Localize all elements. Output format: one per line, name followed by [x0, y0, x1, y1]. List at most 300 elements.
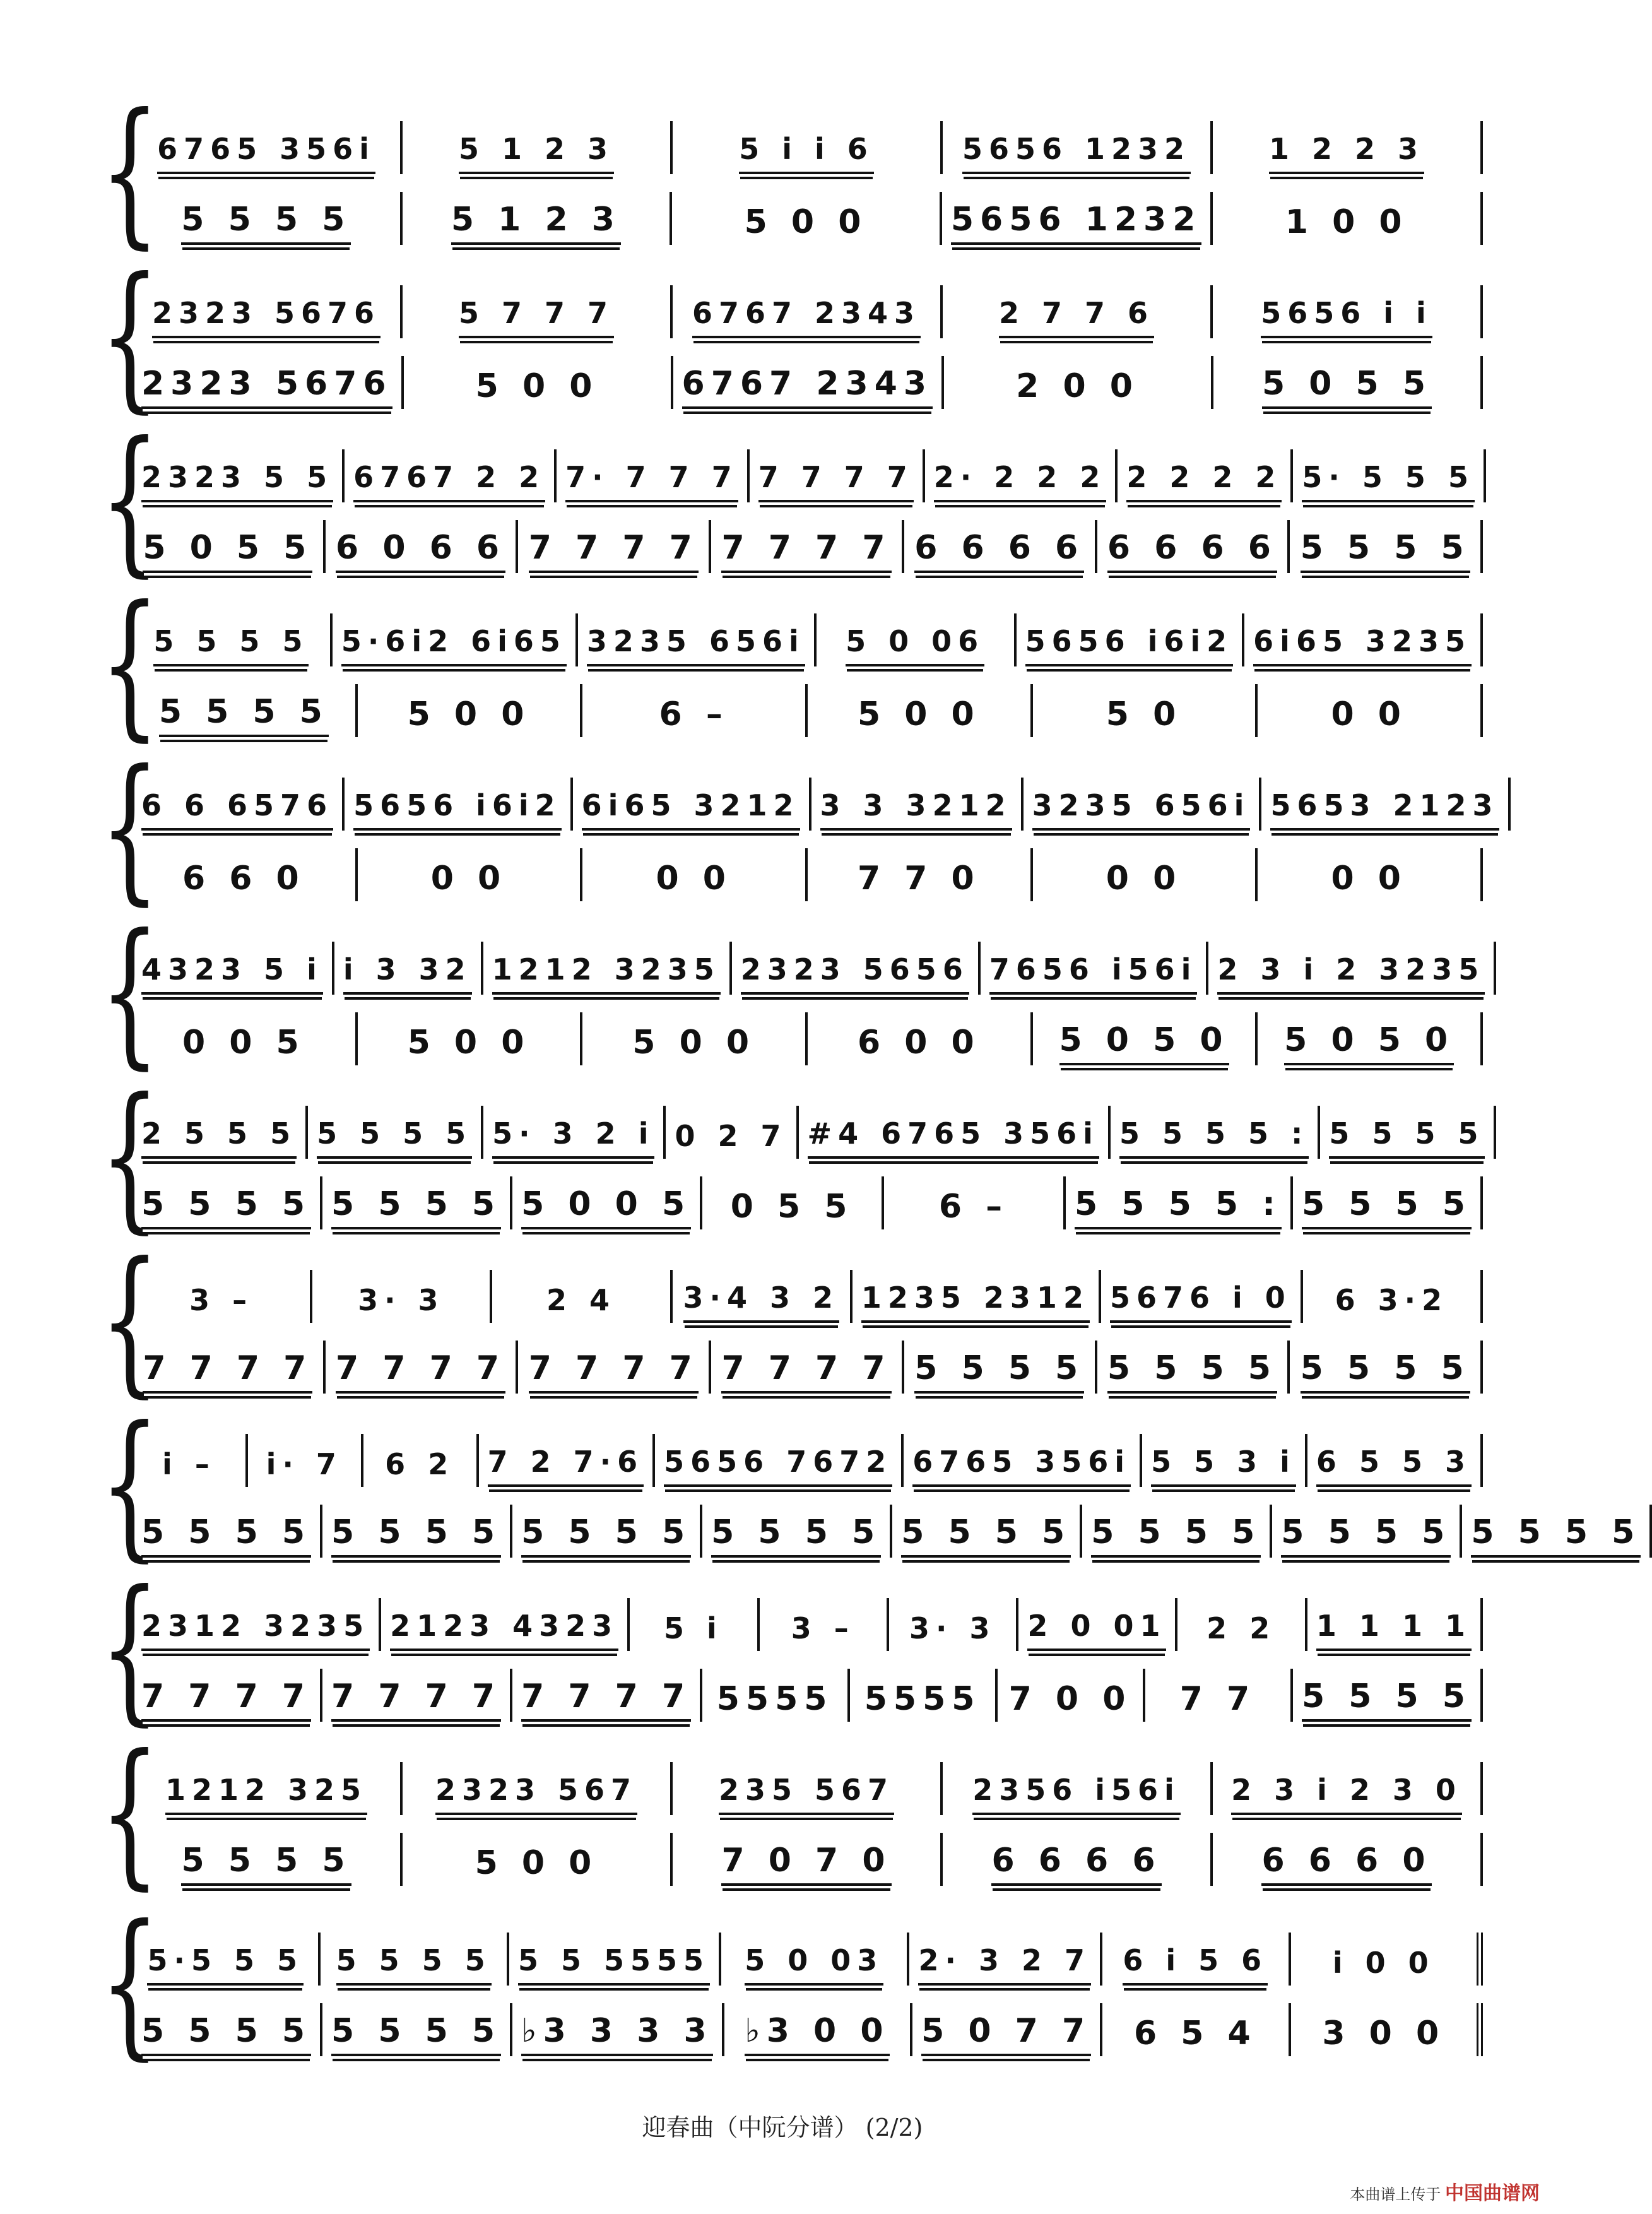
measure — [750, 449, 925, 502]
measure — [312, 1270, 492, 1323]
measure — [322, 1669, 512, 1722]
notation: 5 0 03 — [745, 1941, 883, 1986]
measure — [582, 848, 808, 901]
measure — [943, 285, 1213, 338]
measure — [943, 1833, 1213, 1886]
lower-staff — [133, 1497, 1641, 1558]
notation: 7 7 7 7 — [721, 1349, 891, 1394]
upper-staff — [133, 934, 1483, 995]
measure — [133, 1833, 403, 1886]
system-brace: { — [100, 1891, 160, 2075]
measure — [1303, 1270, 1483, 1323]
lower-staff — [133, 1169, 1483, 1229]
lower-staff — [133, 512, 1483, 573]
measure — [1291, 2003, 1483, 2056]
notation: 2356 i56i — [972, 1771, 1181, 1815]
notation: 5 5 5 5 — [1302, 1185, 1472, 1229]
measure — [1307, 1434, 1483, 1487]
notation: 7 7 7 7 — [529, 1349, 699, 1394]
measure — [518, 1341, 711, 1394]
lower-staff — [133, 1005, 1483, 1065]
brand-logo: 中国曲谱网 — [1445, 2183, 1540, 2204]
measure — [133, 1933, 321, 1986]
upper-staff — [133, 1262, 1483, 1323]
notation: 5656 i6i2 — [1025, 622, 1234, 666]
measure — [943, 1762, 1213, 1815]
notation: 2 7 7 6 — [999, 294, 1154, 338]
measure — [981, 942, 1209, 995]
measure — [321, 1933, 509, 1986]
notation: 6767 2343 — [692, 294, 921, 338]
score-system — [100, 1064, 1485, 1248]
system-brace: { — [100, 1064, 160, 1248]
lower-staff — [133, 1996, 1483, 2056]
score-system — [100, 1556, 1483, 1740]
measure — [133, 1434, 248, 1487]
measure — [403, 121, 673, 174]
notation: 5 7 7 7 — [459, 294, 614, 338]
notation: 2 0 01 — [1027, 1607, 1166, 1651]
measure — [904, 1434, 1142, 1487]
measure — [1177, 1598, 1307, 1651]
notation: 6 6 6 6 — [991, 1842, 1161, 1886]
notation: 5 0 7 7 — [921, 2012, 1091, 2056]
notation: 5 0 0 — [407, 1024, 531, 1062]
notation: 5555 — [716, 1680, 834, 1718]
measure — [925, 449, 1118, 502]
upper-staff — [133, 1590, 1483, 1651]
lower-staff — [133, 677, 1483, 737]
measure — [1213, 121, 1483, 174]
measure — [133, 684, 358, 737]
notation: 2· 2 2 2 — [934, 458, 1107, 502]
notation: 6 5 5 3 — [1316, 1443, 1472, 1487]
measure — [811, 778, 1024, 831]
measure — [702, 1505, 892, 1558]
notation: 5555 — [864, 1680, 981, 1718]
measure — [512, 1505, 702, 1558]
measure — [404, 356, 673, 409]
notation: 7 2 7·6 — [488, 1443, 644, 1487]
notation: 3 – — [791, 1611, 855, 1645]
notation: 5 5 5 5 — [1281, 1513, 1451, 1558]
notation: 0 0 5 — [182, 1024, 305, 1062]
system-brace: { — [100, 736, 160, 920]
notation: 7 7 7 7 — [521, 1678, 691, 1722]
measure — [1017, 613, 1245, 666]
notation: 3 – — [189, 1283, 254, 1317]
measure — [133, 2003, 322, 2056]
measure — [573, 778, 811, 831]
notation: 6 – — [938, 1188, 1009, 1226]
upload-note: 本曲谱上传于 — [1350, 2186, 1441, 2203]
notation: 7656 i56i — [989, 950, 1198, 995]
notation: 6765 356i — [157, 130, 375, 174]
measure — [133, 613, 333, 666]
measure — [133, 449, 345, 502]
lower-staff — [133, 1661, 1483, 1722]
measure — [1213, 1833, 1483, 1886]
notation: 5656 1232 — [951, 201, 1202, 245]
measure — [133, 520, 326, 573]
measure — [673, 356, 945, 409]
notation: 5 5 5 5 — [1329, 1115, 1484, 1159]
upper-staff — [133, 606, 1483, 666]
notation: 1 2 2 3 — [1269, 130, 1424, 174]
measure — [942, 192, 1213, 245]
upper-staff — [133, 442, 1483, 502]
notation: 5656 1232 — [962, 130, 1191, 174]
measure — [326, 520, 519, 573]
notation: i – — [162, 1447, 216, 1481]
notation: 2 2 2 2 — [1126, 458, 1282, 502]
measure — [483, 1106, 666, 1159]
measure — [1307, 1598, 1483, 1651]
measure — [721, 1933, 909, 1986]
notation: 7 0 0 — [1008, 1680, 1132, 1718]
measure — [853, 1270, 1101, 1323]
system-brace: { — [100, 1392, 160, 1576]
notation: 5653 2123 — [1270, 786, 1499, 831]
notation: 5 5 5 5 — [141, 2012, 311, 2056]
notation: 0 0 — [1331, 860, 1407, 897]
notation: 5 0 0 5 — [521, 1185, 691, 1229]
measure — [133, 285, 403, 338]
watermark — [1350, 2177, 1540, 2205]
measure — [808, 684, 1033, 737]
measure — [943, 121, 1213, 174]
upper-staff — [133, 278, 1483, 338]
measure — [912, 2003, 1102, 2056]
measure — [479, 1434, 656, 1487]
measure — [1258, 848, 1483, 901]
notation: 7 7 7 7 — [331, 1678, 501, 1722]
notation: 6 6 0 — [182, 860, 305, 897]
notation: 6 3·2 — [1335, 1283, 1449, 1317]
notation: 5 5 5 5 — [153, 622, 309, 666]
notation: 2323 567 — [435, 1771, 637, 1815]
measure — [358, 684, 583, 737]
notation: 5656 i i — [1261, 294, 1432, 338]
measure — [358, 1012, 583, 1065]
lower-staff — [133, 841, 1483, 901]
notation: 5 5 5 5 — [1091, 1513, 1261, 1558]
measure — [1290, 1341, 1483, 1394]
notation: i 0 0 — [1332, 1946, 1435, 1980]
measure — [403, 285, 673, 338]
score-system — [100, 80, 1483, 263]
measure — [944, 356, 1213, 409]
score-system — [100, 1720, 1483, 1904]
notation: 7 7 7 7 — [141, 1678, 311, 1722]
notation: 5· 3 2 i — [492, 1115, 654, 1159]
notation: 5 0 — [1106, 696, 1183, 733]
page-title: 迎春曲（中阮分谱） (2/2) — [642, 2114, 923, 2141]
notation: 5 5 5 5 — [1107, 1349, 1277, 1394]
measure — [760, 1598, 889, 1651]
measure — [884, 1176, 1066, 1229]
notation: 3· 3 — [358, 1283, 445, 1317]
notation: 1235 2312 — [861, 1279, 1090, 1323]
notation: 7 7 7 7 — [529, 529, 699, 573]
system-brace: { — [100, 408, 160, 591]
notation: 5 5 5 5 — [331, 1513, 501, 1558]
measure — [702, 1669, 850, 1722]
measure — [808, 1012, 1033, 1065]
notation: 4323 5 i — [141, 950, 323, 995]
measure — [483, 942, 732, 995]
notation: 5 5 5 5 — [1471, 1513, 1641, 1558]
notation: 5 5 5 5 — [521, 1513, 691, 1558]
measure — [133, 1012, 358, 1065]
notation: 5·6i2 6i65 — [341, 622, 567, 666]
notation: 7 7 0 — [857, 860, 981, 897]
notation: 0 0 — [1106, 860, 1183, 897]
score-system — [100, 1891, 1483, 2075]
notation: 6767 2 2 — [353, 458, 545, 502]
notation: 6 0 0 — [857, 1024, 981, 1062]
notation: 5 5 5 5 — [141, 1513, 311, 1558]
measure — [711, 1341, 904, 1394]
measure — [1291, 1933, 1483, 1986]
measure — [512, 1669, 702, 1722]
measure — [655, 1434, 904, 1487]
measure — [1024, 778, 1262, 831]
measure — [1208, 942, 1496, 995]
notation: 5 0 5 5 — [1262, 365, 1432, 409]
measure — [133, 1341, 326, 1394]
measure — [509, 1933, 721, 1986]
notation: 6765 356i — [912, 1443, 1131, 1487]
measure — [850, 1669, 998, 1722]
notation: 7 7 — [1179, 1680, 1256, 1718]
lower-staff — [133, 348, 1483, 409]
measure — [892, 1505, 1082, 1558]
notation: 1212 325 — [165, 1771, 367, 1815]
measure — [557, 449, 750, 502]
measure — [133, 1598, 381, 1651]
score-system — [100, 900, 1485, 1084]
notation: i· 7 — [266, 1447, 343, 1481]
score-system — [100, 1392, 1641, 1576]
measure — [403, 1833, 673, 1886]
measure — [909, 1933, 1102, 1986]
notation: 2123 4323 — [390, 1607, 618, 1651]
notation: 5 5 5 5 — [331, 2012, 501, 2056]
notation: 5 0 5 0 — [1059, 1021, 1229, 1065]
notation: 1 0 0 — [1285, 203, 1408, 241]
notation: 2323 5 5 — [141, 458, 333, 502]
notation: 1 1 1 1 — [1316, 1607, 1472, 1651]
notation: 5676 i 0 — [1110, 1279, 1292, 1323]
score-system — [100, 736, 1499, 920]
notation: 5 5 5 5 — [914, 1349, 1084, 1394]
measure — [248, 1434, 363, 1487]
notation: 6 5 4 — [1133, 2015, 1257, 2052]
notation: 5· 5 5 5 — [1302, 458, 1475, 502]
measure — [673, 285, 943, 338]
lower-staff — [133, 184, 1483, 245]
measure — [133, 848, 358, 901]
measure — [889, 1598, 1018, 1651]
measure — [133, 121, 403, 174]
notation: 5 1 2 3 — [451, 201, 621, 245]
measure — [308, 1106, 483, 1159]
measure — [1033, 1012, 1258, 1065]
notation: 2 3 i 2 3 0 — [1231, 1771, 1462, 1815]
notation: 5 5 5 5 — [1302, 1678, 1472, 1722]
notation: 0 0 — [1331, 696, 1407, 733]
notation: 5 5 5 5 — [711, 1513, 881, 1558]
measure — [799, 1106, 1111, 1159]
notation: 5 0 0 — [475, 367, 599, 405]
measure — [702, 1176, 884, 1229]
measure — [673, 1270, 853, 1323]
measure — [1101, 1270, 1303, 1323]
notation: 0 5 5 — [730, 1188, 854, 1226]
lower-staff — [133, 1825, 1483, 1886]
notation: 0 0 — [656, 860, 732, 897]
notation: 6 0 6 6 — [336, 529, 505, 573]
measure — [1145, 1669, 1293, 1722]
lower-staff — [133, 1333, 1483, 1394]
measure — [904, 1341, 1097, 1394]
notation: 6 6 6 0 — [1261, 1842, 1431, 1886]
measure — [326, 1341, 519, 1394]
measure — [1293, 449, 1486, 502]
notation: 2· 3 2 7 — [918, 1941, 1091, 1986]
notation: 7 7 7 7 — [336, 1349, 505, 1394]
measure — [403, 1762, 673, 1815]
measure — [1244, 613, 1483, 666]
measure — [345, 449, 557, 502]
notation: 5 5 5 5 — [317, 1115, 472, 1159]
measure — [1118, 449, 1293, 502]
notation: ♭3 3 3 3 — [521, 2012, 713, 2056]
measure — [817, 613, 1017, 666]
notation: ♭3 0 0 — [745, 2012, 889, 2056]
measure — [1293, 1669, 1483, 1722]
notation: 2 0 0 — [1016, 367, 1139, 405]
measure — [673, 1833, 943, 1886]
measure — [334, 942, 483, 995]
measure — [322, 1505, 512, 1558]
notation: 5 0 5 5 — [143, 529, 312, 573]
score-system — [100, 1228, 1483, 1412]
system-brace: { — [100, 1228, 160, 1412]
notation: 2 3 i 2 3235 — [1217, 950, 1485, 995]
measure — [133, 1106, 308, 1159]
measure — [724, 2003, 912, 2056]
notation: 6 6 6 6 — [914, 529, 1084, 573]
notation: 5·5 5 5 — [147, 1941, 304, 1986]
system-brace: { — [100, 1556, 160, 1740]
notation: 5 5 5 5 — [331, 1185, 501, 1229]
notation: 7 7 7 7 — [143, 1349, 312, 1394]
measure — [333, 613, 578, 666]
notation: 5 0 5 0 — [1284, 1021, 1454, 1065]
upper-staff — [133, 770, 1499, 831]
measure — [578, 613, 817, 666]
upper-staff — [133, 1098, 1483, 1159]
system-brace: { — [100, 900, 160, 1084]
measure — [345, 778, 573, 831]
notation: 5 5 5555 — [518, 1941, 710, 1986]
notation: 5 5 5 5 — [181, 1842, 351, 1886]
notation: 6i65 3212 — [582, 786, 800, 831]
score-system — [100, 408, 1483, 591]
measure — [133, 778, 345, 831]
notation: 3·4 3 2 — [683, 1279, 840, 1323]
measure — [1213, 356, 1483, 409]
measure — [1462, 1505, 1652, 1558]
measure — [673, 121, 943, 174]
measure — [1102, 2003, 1290, 2056]
notation: 2323 5656 — [741, 950, 969, 995]
notation: 7 7 7 7 — [721, 529, 891, 573]
measure — [358, 848, 583, 901]
measure — [133, 356, 404, 409]
notation: 6 6 6 6 — [1107, 529, 1277, 573]
measure — [904, 520, 1097, 573]
system-brace: { — [100, 572, 160, 755]
measure — [711, 520, 904, 573]
measure — [1272, 1505, 1462, 1558]
notation: 6 2 — [385, 1447, 455, 1481]
notation: 6i65 3235 — [1253, 622, 1472, 666]
notation: 5 0 0 — [407, 696, 531, 733]
notation: 5 0 0 — [475, 1844, 598, 1882]
measure — [322, 1176, 512, 1229]
measure — [808, 848, 1033, 901]
score-system — [100, 572, 1483, 755]
measure — [133, 1176, 322, 1229]
notation: 3235 656i — [1032, 786, 1251, 831]
notation: 5 5 5 5 — [901, 1513, 1071, 1558]
measure — [1290, 520, 1483, 573]
notation: 2323 5676 — [152, 294, 381, 338]
upper-staff — [133, 1925, 1483, 1986]
measure — [133, 1505, 322, 1558]
notation: 2 5 5 5 — [141, 1115, 297, 1159]
measure — [1320, 1106, 1496, 1159]
notation: 3 3 3212 — [820, 786, 1012, 831]
measure — [1033, 848, 1258, 901]
measure — [1018, 1598, 1177, 1651]
notation: 1212 3235 — [492, 950, 721, 995]
notation: 5 i i 6 — [739, 130, 874, 174]
upper-staff — [133, 1426, 1483, 1487]
notation: 6 6 6576 — [141, 786, 333, 831]
system-brace: { — [100, 244, 160, 427]
measure — [998, 1669, 1145, 1722]
notation: 5 5 3 i — [1151, 1443, 1296, 1487]
notation: 5 5 5 5 — [1301, 1349, 1470, 1394]
measure — [1111, 1106, 1320, 1159]
notation: 5 1 2 3 — [459, 130, 614, 174]
notation: 5 0 0 — [744, 203, 868, 241]
notation: 0 2 7 — [675, 1119, 788, 1153]
notation: 7 0 7 0 — [721, 1842, 891, 1886]
notation: 5 5 5 5 — [336, 1941, 492, 1986]
notation: 5 5 5 5 — [1301, 529, 1470, 573]
measure — [1033, 684, 1258, 737]
measure — [133, 1762, 403, 1815]
measure — [732, 942, 981, 995]
measure — [518, 520, 711, 573]
measure — [492, 1270, 672, 1323]
notation: 3· 3 — [909, 1611, 996, 1645]
